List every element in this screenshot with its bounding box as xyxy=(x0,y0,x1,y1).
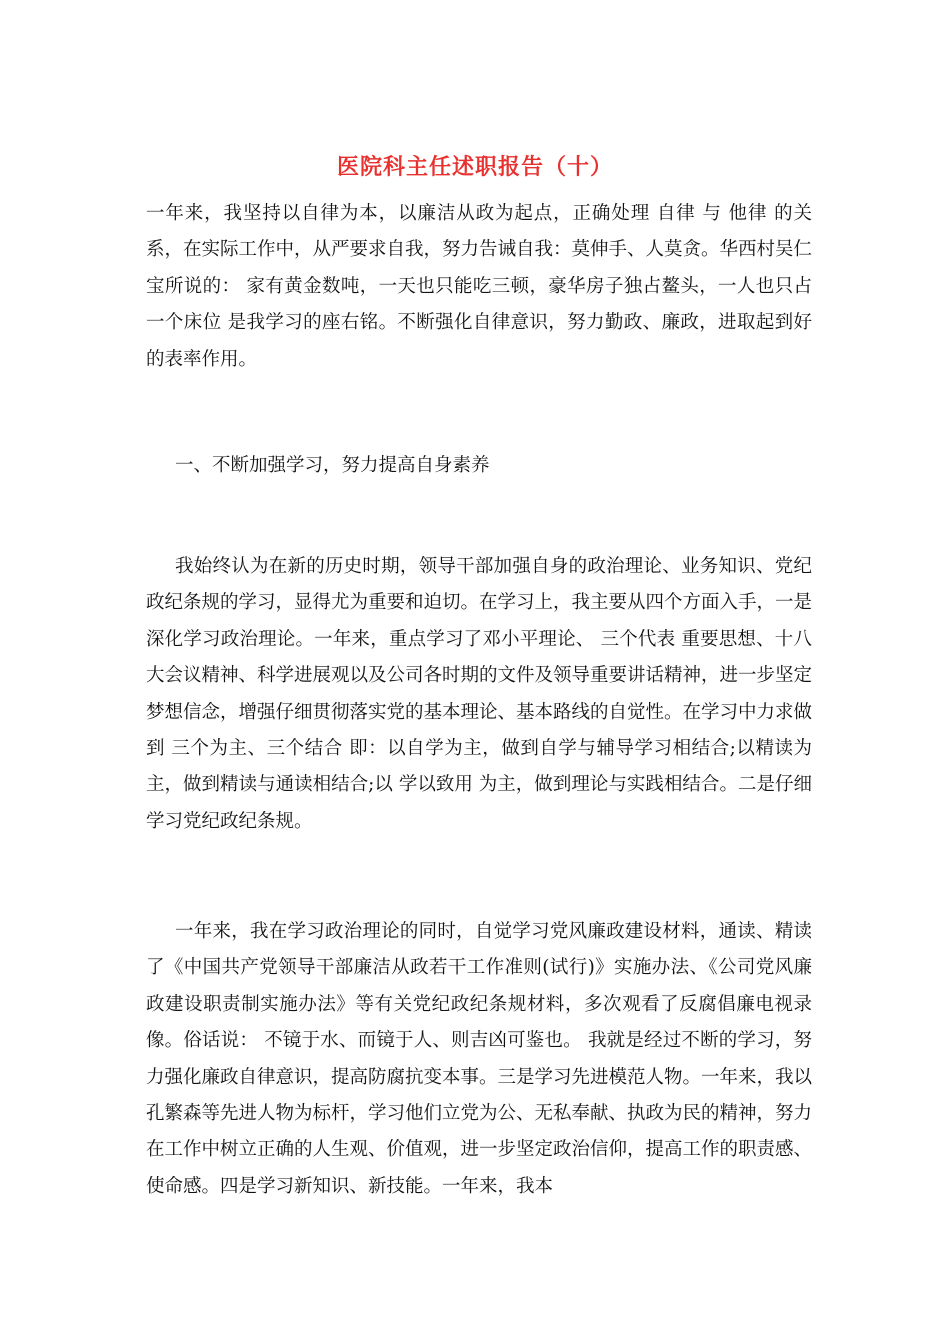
discipline-paragraph: 一年来，我在学习政治理论的同时，自觉学习党风廉政建设材料，通读、精读了《中国共产党领导干部廉洁从政若干工作准则(试行)》实施办法、《公司党风廉政建设职责制实施办法》等有关党纪政纪条规材料，多次观看了反腐倡廉电视录像。俗话说： 不镜于水、而镜于人、则吉凶可鉴也。 我就是经过不断的学习，努力强化廉政自律意识，提高防腐抗变本事。三是学习先进模范人物。一年来，我以孔繁森等先进人物为标杆，学习他们立党为公、无私奉献、执政为民的精神，努力在工作中树立正确的人生观、价值观，进一步坚定政治信仰，提高工作的职责感、使命感。四是学习新知识、新技能。一年来，我本 xyxy=(146,921,813,1197)
section-heading-1: 一、不断加强学习，努力提高自身素养 xyxy=(175,455,490,476)
study-paragraph: 我始终认为在新的历史时期，领导干部加强自身的政治理论、业务知识、党纪政纪条规的学习，显得尤为重要和迫切。在学习上，我主要从四个方面入手，一是深化学习政治理论。一年来，重点学习了邓小平理论、 三个代表 重要思想、十八大会议精神、科学进展观以及公司各时期的文件及领导重要讲话精神，进一步坚定梦想信念，增强仔细贯彻落实党的基本理论、基本路线的自觉性。在学习中力求做到 三个为主、三个结合 即：以自学为主，做到自学与辅导学习相结合;以精读为主，做到精读与通读相结合;以 学以致用 为主，做到理论与实践相结合。二是仔细学习党纪政纪条规。 xyxy=(146,556,813,832)
intro-paragraph: 一年来，我坚持以自律为本，以廉洁从政为起点，正确处理 自律 与 他律 的关系，在实际工作中，从严要求自我，努力告诫自我：莫伸手、人莫贪。华西村吴仁宝所说的： 家有黄金数吨，一天也只能吃三顿，豪华房子独占鳌头，一人也只占一个床位 是我学习的座右铭。不断强化自律意识，努力勤政、廉政，进取起到好的表率作用。 xyxy=(146,203,813,370)
document-title: 医院科主任述职报告（十） xyxy=(336,154,613,180)
